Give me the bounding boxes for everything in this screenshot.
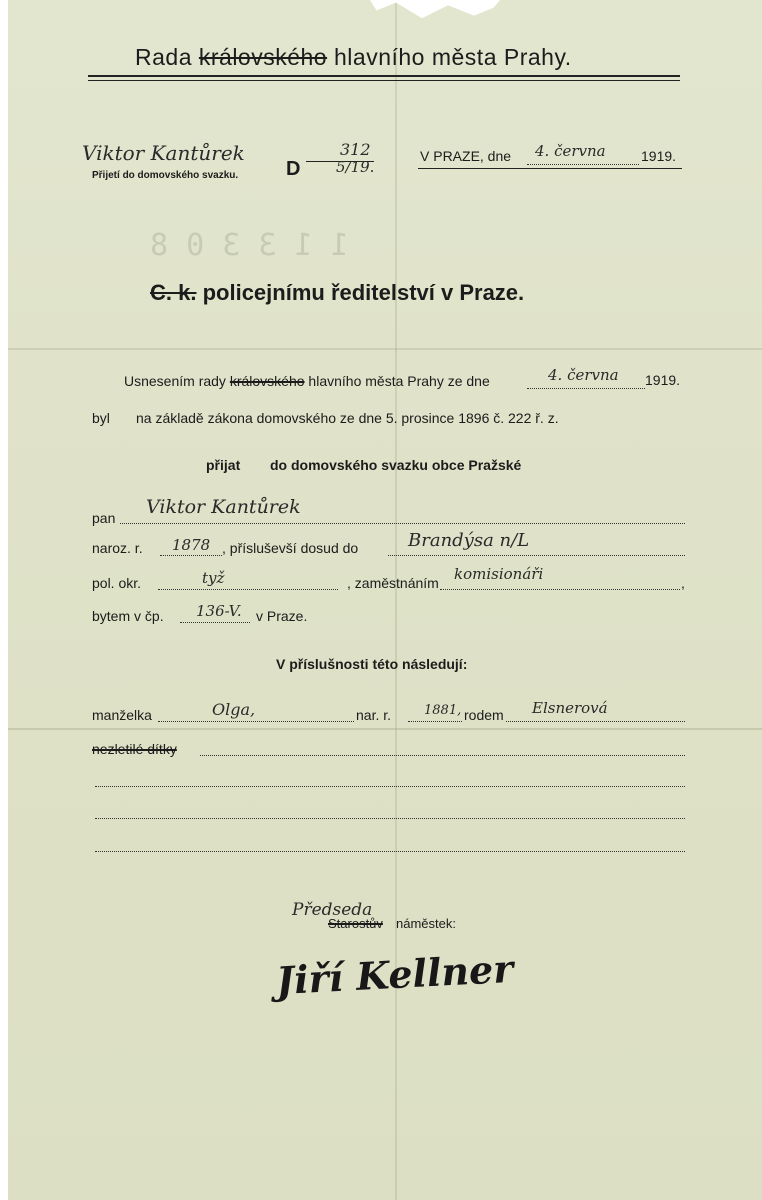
line2-text: na základě zákona domovského ze dne 5. prosince 1896 č. 222 ř. z. <box>136 410 559 426</box>
ref-letter: D <box>286 158 301 180</box>
address-label: bytem v čp. <box>92 608 164 624</box>
accepted-word: přijat <box>206 457 241 473</box>
born-label: naroz. r. <box>92 540 143 556</box>
line1-struck: královského <box>229 373 305 389</box>
subject-label: Přijetí do domovského svazku. <box>92 170 239 181</box>
body-line-1 <box>124 373 490 389</box>
addressee-text: policejnímu ředitelství v Praze. <box>202 280 525 305</box>
wife-born-label: nar. r. <box>356 707 392 723</box>
wife-name-handwritten: Olga, <box>212 700 256 719</box>
ref-number: 312 <box>340 140 371 159</box>
occupation-label: , zaměstnáním <box>347 575 439 591</box>
blank-dotted-line <box>95 818 685 819</box>
address-dotted <box>180 622 250 623</box>
children-dotted <box>200 755 685 756</box>
wife-dotted <box>158 721 354 722</box>
signature-role-suffix: náměstek: <box>396 916 456 931</box>
wife-label: manželka <box>92 707 152 723</box>
blank-dotted-line <box>95 851 685 852</box>
wife-born-dotted <box>408 721 462 722</box>
signature-role-struck: Starostův <box>328 916 383 931</box>
title-suffix: hlavního města Prahy. <box>327 44 572 70</box>
date-year: 1919. <box>641 148 677 164</box>
children-struck-label: nezletilé dítky <box>92 741 177 757</box>
name-handwritten: Viktor Kantůrek <box>82 141 245 165</box>
page-title <box>135 44 572 71</box>
address-handwritten: 136-V. <box>196 602 242 620</box>
line1-prefix: Usnesením rady <box>124 373 226 389</box>
born-dotted <box>160 555 222 556</box>
faint-stamp-number: 1 1 3 3 0 8 <box>150 228 349 263</box>
date-handwritten: 4. června <box>535 142 606 160</box>
line2-label: byl <box>92 410 110 426</box>
occupation-dotted <box>440 589 680 590</box>
blank-dotted-line <box>95 786 685 787</box>
date-dotted-line <box>527 164 639 165</box>
belonging-dotted <box>388 555 685 556</box>
line1-year: 1919. <box>645 372 681 388</box>
wife-origin-label: rodem <box>464 707 504 723</box>
wife-origin-dotted <box>506 721 685 722</box>
born-year-handwritten: 1878 <box>172 536 211 554</box>
fold-crease-horizontal <box>8 348 762 350</box>
place-date-label: V PRAZE, dne <box>420 148 512 164</box>
belonging-handwritten: Brandýsa n/L <box>408 530 530 551</box>
occupation-comma: , <box>681 575 685 591</box>
signature-handwritten: Jiří Kellner <box>274 945 515 1004</box>
pan-dotted <box>120 523 685 524</box>
belonging-label: , přísluševší dosud do <box>222 540 359 556</box>
title-struck-word: královského <box>198 44 328 70</box>
line1-date-handwritten: 4. června <box>548 366 619 384</box>
header-rule <box>88 80 680 81</box>
addressee <box>150 280 524 306</box>
title-prefix: Rada <box>135 44 199 70</box>
signature-role-handwritten: Předseda <box>292 900 373 920</box>
fold-crease-horizontal <box>8 728 762 730</box>
accepted-rest: do domovského svazku obce Pražské <box>270 457 522 473</box>
pan-name-handwritten: Viktor Kantůrek <box>146 496 301 518</box>
followers-heading: V příslušnosti této následují: <box>276 656 468 672</box>
wife-born-handwritten: 1881, <box>424 703 462 718</box>
fold-crease-vertical <box>395 0 397 1200</box>
occupation-handwritten: komisionáři <box>454 565 544 583</box>
address-suffix: v Praze. <box>256 608 308 624</box>
district-label: pol. okr. <box>92 575 142 591</box>
addressee-struck: C. k. <box>150 280 197 305</box>
line1-suffix: hlavního města Prahy ze dne <box>308 373 490 389</box>
date-rule <box>418 168 682 169</box>
pan-label: pan <box>92 510 116 526</box>
wife-origin-handwritten: Elsnerová <box>532 699 608 717</box>
district-dotted <box>158 589 338 590</box>
district-handwritten: tyž <box>202 569 225 587</box>
line1-dotted <box>527 388 645 389</box>
header-rule <box>88 75 680 77</box>
ref-date: 5/19. <box>336 158 375 176</box>
